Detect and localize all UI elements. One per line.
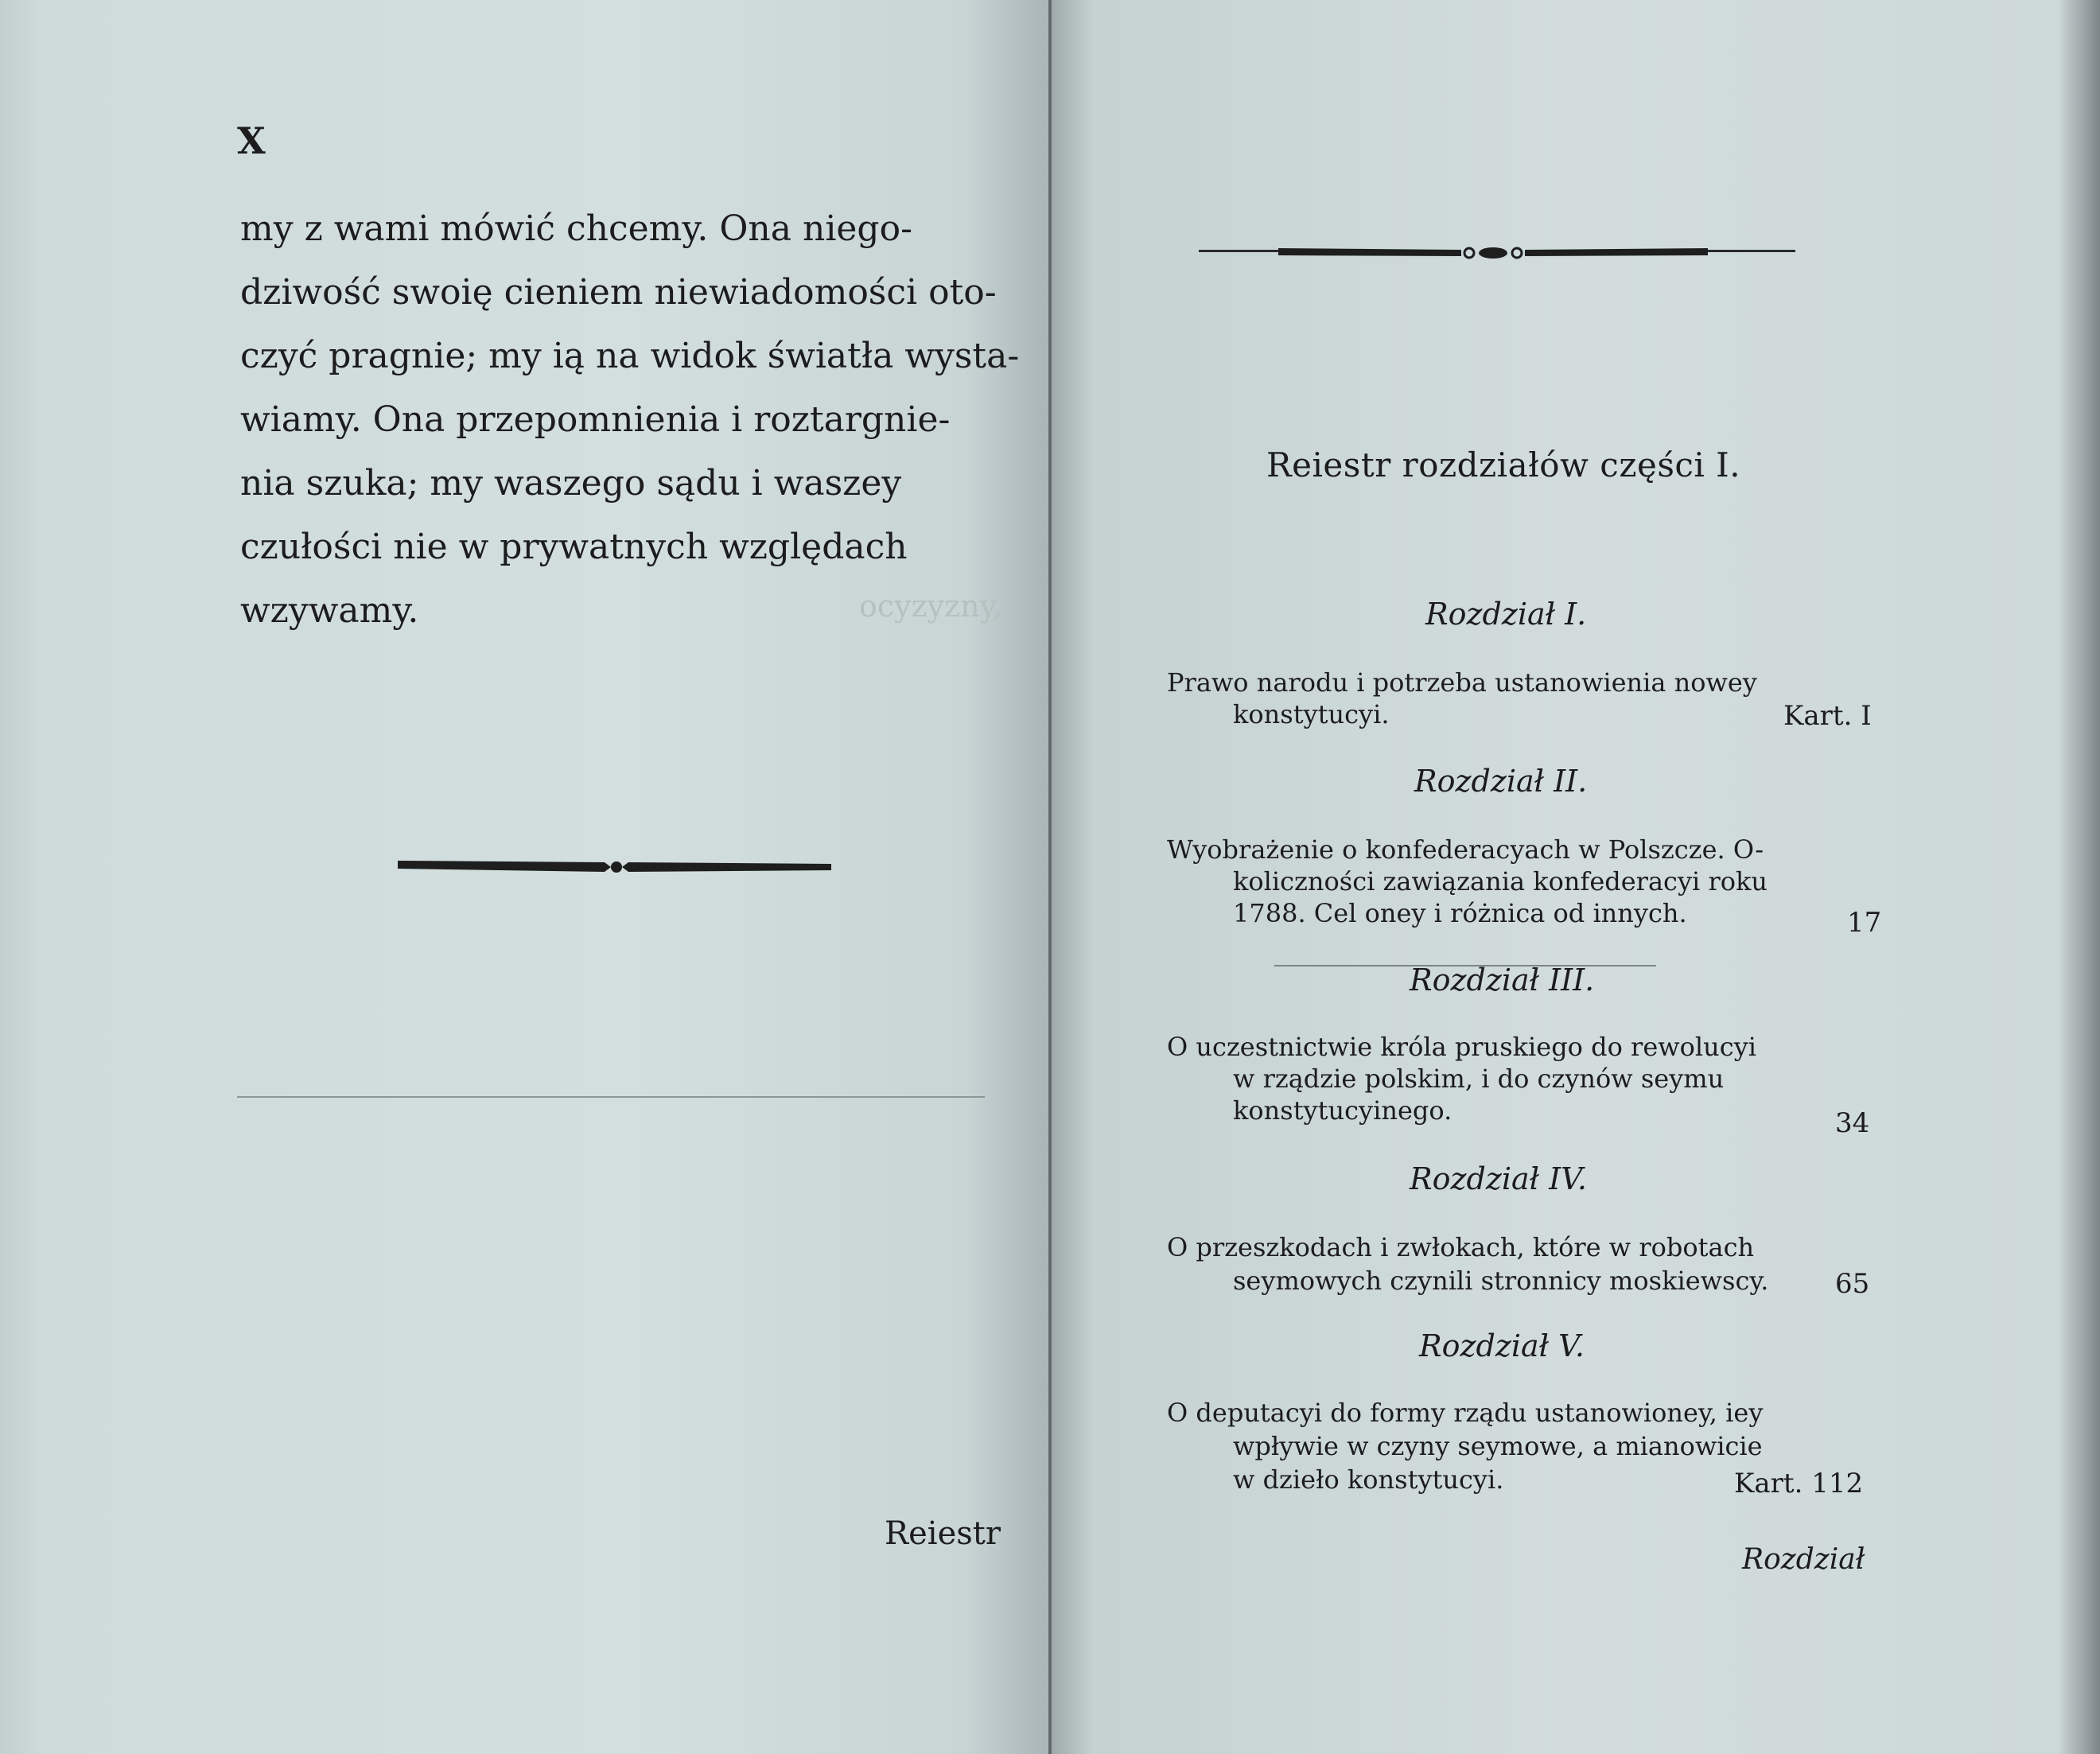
entry-line: Prawo narodu i potrzeba ustanowienia nowey <box>1167 667 1757 698</box>
entry-line: wpływie w czyny seymowe, a mianowicie <box>1233 1431 1763 1461</box>
chapter-heading: Rozdział II. <box>1414 764 1588 799</box>
page-reference: Kart. 112 <box>1734 1468 1864 1499</box>
entry-line: O przeszkodach i zwłokach, które w robotach <box>1167 1232 1755 1262</box>
page-number: X <box>237 119 266 162</box>
header-ornament <box>1199 239 1835 267</box>
entry-line: O deputacyi do formy rządu ustanowioney, iey <box>1167 1398 1764 1428</box>
page-reference: 34 <box>1835 1107 1870 1139</box>
toc-title: Reiestr rozdziałów części I. <box>1266 445 1741 484</box>
show-through-text: ocyzyzny, <box>859 589 1003 624</box>
entry-line: w rządzie polskim, i do czynów seymu <box>1233 1064 1725 1094</box>
page-reference: Kart. I <box>1783 700 1872 732</box>
page-reference: 17 <box>1847 907 1882 939</box>
entry-line: konstytucyinego. <box>1233 1095 1452 1126</box>
text-line: czułości nie w prywatnych względach <box>240 527 908 567</box>
text-line: wzywamy. <box>240 590 419 631</box>
entry-line: seymowych czynili stronnicy moskiewscy. <box>1233 1266 1769 1296</box>
entry-line: koliczności zawiązania konfederacyi roku <box>1233 866 1768 896</box>
text-line: czyć pragnie; my ią na widok światła wysta- <box>240 336 1020 376</box>
entry-line: Wyobrażenie o konfederacyach w Polszcze. O- <box>1167 834 1764 865</box>
right-page <box>1052 0 2100 1754</box>
entry-line: w dzieło konstytucyi. <box>1233 1464 1504 1495</box>
chapter-heading: Rozdział IV. <box>1410 1161 1587 1196</box>
text-line: my z wami mówić chcemy. Ona niego- <box>240 208 912 249</box>
entry-line: 1788. Cel oney i różnica od innych. <box>1233 898 1687 928</box>
catchword: Rozdział <box>1742 1543 1865 1576</box>
ornamental-divider <box>398 851 835 883</box>
left-page <box>0 0 1048 1754</box>
text-line: nia szuka; my waszego sądu i waszey <box>240 463 902 504</box>
chapter-heading: Rozdział I. <box>1425 597 1587 632</box>
footnote-rule <box>237 1096 985 1098</box>
page-reference: 65 <box>1835 1268 1870 1300</box>
text-line: wiamy. Ona przepomnienia i roztargnie- <box>240 399 951 440</box>
entry-line: konstytucyi. <box>1233 699 1390 729</box>
catchword: Reiestr <box>885 1515 1001 1552</box>
chapter-heading: Rozdział III. <box>1410 963 1595 998</box>
entry-line: O uczestnictwie króla pruskiego do rewolucyi <box>1167 1032 1756 1062</box>
chapter-heading: Rozdział V. <box>1419 1328 1585 1363</box>
text-line: dziwość swoię cieniem niewiadomości oto- <box>240 272 997 313</box>
